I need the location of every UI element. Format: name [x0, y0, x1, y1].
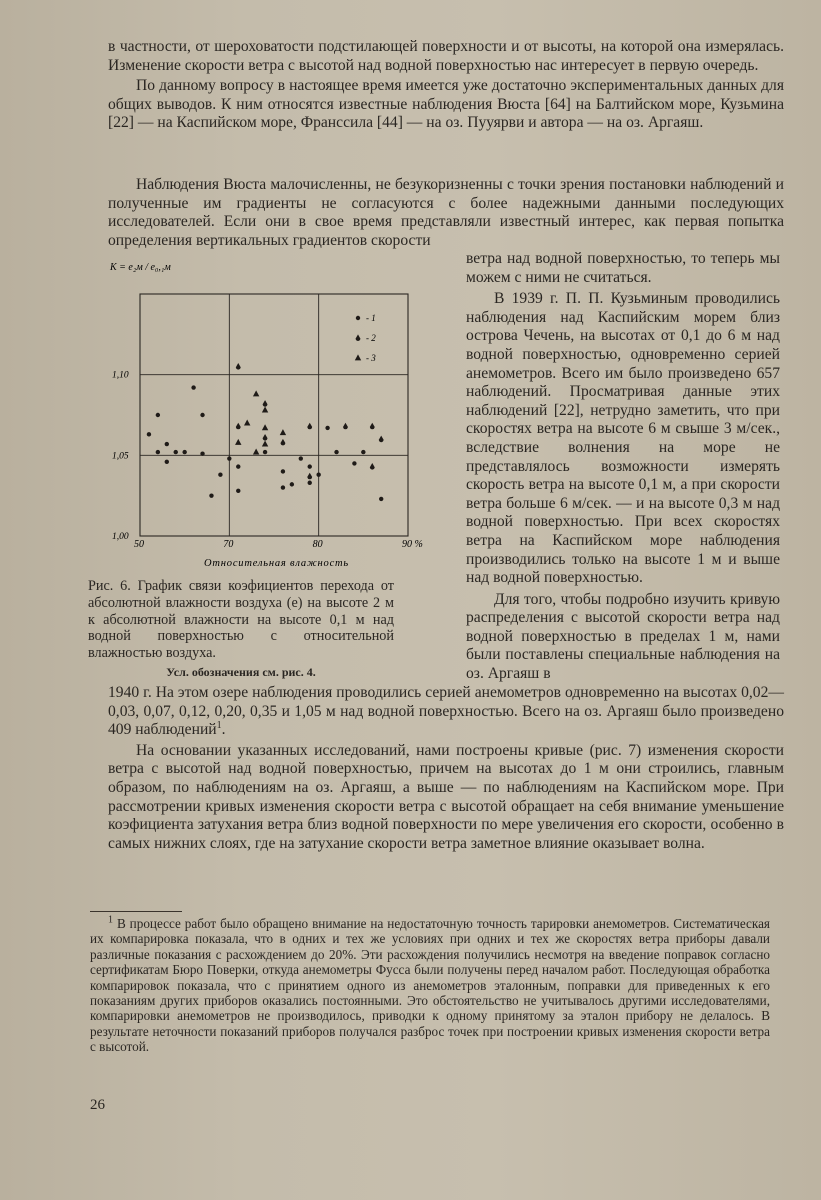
footnote-mark: 1 — [108, 914, 113, 926]
point-triangle — [235, 439, 241, 445]
y-tick-label: 1,00 — [112, 532, 129, 542]
legend — [355, 313, 376, 363]
footnote — [90, 916, 770, 1055]
point-triangle — [244, 419, 250, 425]
footnote-text: В процессе работ было обращено внимание на недостаточную точность тарировки анемометров. Систематическая их компарировка показала, что в одних и тех же условиях при одних и тех же скоростях ветра приборы давали различные показания с расхождением до 20%. Эти расхождения получились несмотря на введение поправок согласно сертификатам Бюро Поверки, откуда анемометры Фусса были получены перед началом работ. Последующая обработка компарировок показала, что с принятием одного из анемометров эталонным, поправки для приведенных к его показаниям других приборов оказались постоянными. Это обстоятельство не учитывалось другими исследователями, компарировки анемометров не производилось, приводки к одному принятому за эталон прибору не делалось. В результате неточности показаний приборов получался разброс точек при построении кривых изменения скорости ветра с высотой. — [90, 916, 771, 1055]
caption-text: Рис. 6. График связи коэфициентов перехода от абсолютной влажности воздуха (e) на высоте 2 м к абсолютной влажности на высоте 0,1 м над водной поверхностью с относительной влажностью воздуха. — [88, 578, 394, 662]
data-points — [147, 363, 384, 501]
point-dot — [156, 413, 160, 417]
x-tick-label: 90 % — [402, 539, 423, 550]
footnote-divider — [90, 911, 182, 912]
point-dot — [227, 456, 231, 460]
point-dot — [156, 450, 160, 454]
point-dot — [281, 485, 285, 489]
point-triangle — [253, 449, 259, 455]
x-tick-label: 70 — [223, 539, 234, 550]
point-drop — [281, 439, 286, 446]
text-block-right-column — [466, 250, 780, 684]
point-drop — [379, 436, 384, 443]
point-dot — [325, 426, 329, 430]
paragraph-1: в частности, от шероховатости подстилающей поверхности и от высоты, на которой она измерялась. Изменение скорости ветра с высотой над водной поверхностью нас интересует в первую очередь. — [108, 38, 784, 74]
point-dot — [379, 497, 383, 501]
point-drop — [343, 423, 348, 430]
point-dot — [200, 452, 204, 456]
point-drop — [236, 423, 241, 430]
scatter-chart — [108, 256, 423, 576]
point-dot — [182, 450, 186, 454]
plot-frame — [140, 294, 408, 536]
grid-lines — [140, 294, 408, 536]
paragraph-5-end-dot: . — [221, 721, 226, 739]
point-dot — [191, 385, 195, 389]
paragraph-3: Наблюдения Вюста малочисленны, не безукоризненны с точки зрения постановки наблюдений и полученные им градиенты не согласуются с более надежными данными последующих исследователей. Если они в свое время представляли известный интерес, как первая попытка определения вертикальных градиентов скорости — [108, 176, 784, 249]
point-drop — [370, 423, 375, 430]
page-number: 26 — [90, 1097, 105, 1113]
point-dot — [281, 469, 285, 473]
point-dot — [165, 460, 169, 464]
footnote-ref: 1 — [216, 720, 222, 731]
point-dot — [308, 464, 312, 468]
point-triangle — [280, 429, 286, 435]
point-dot — [352, 461, 356, 465]
point-drop — [307, 473, 312, 480]
legend-entry: - 1 — [366, 313, 376, 323]
y-tick-label: 1,05 — [112, 451, 129, 462]
paragraph-5: Для того, чтобы подробно изучить кривую распределения с высотой скорости ветра над водной поверхностью в пределах 1 м, нами были поставлены специальные наблюдения на оз. Аргаяш в — [466, 590, 780, 683]
paragraph-4: В 1939 г. П. П. Кузьминым проводились наблюдения над Каспийским морем близ острова Чечень, на высотах от 0,1 до 6 м над водной поверхностью, одновременно серией анемометров. Всего им было произведено 657 наблюдений. Просматривая данные этих наблюдений [22], нетрудно заметить, что при скоростях ветра на высоте 6 м свыше 3 м/сек., вследствие волнения на море не представлялось возможности измерять скорость ветра на высоте 0,1 м, а при скорости ветра больше 6 м/сек. — и на высоте 0,3 м над водной поверхностью. При всех скоростях ветра на Каспийском море наблюдения производились только на высоте 1 м и выше над водной поверхностью. — [466, 290, 780, 587]
point-drop — [236, 363, 241, 370]
point-triangle — [262, 424, 268, 430]
paragraph-5-end-text: 1940 г. На этом озере наблюдения проводились серией анемометров одновременно на высотах 0,02—0,03, 0,07, 0,12, 0,20, 0,35 и 1,05 м над водной поверхностью. Всего на оз. Аргаяш было произведено 409 наблюдений — [108, 684, 784, 739]
legend-entry: - 3 — [366, 353, 376, 363]
point-dot — [209, 493, 213, 497]
point-dot — [356, 316, 360, 320]
paragraph-6: На основании указанных исследований, нами построены кривые (рис. 7) изменения скорости ветра с высотой над водной поверхностью, причем на высотах до 1 м они строились, главным образом, по наблюдениям на оз. Аргаяш, а выше — по наблюдениям на Каспийском море. При рассмотрении кривых изменения скорости ветра с высотой обращает на себя внимание уменьшение коэфициента затухания ветра близ водной поверхности по мере увеличения его скорости, особенно в самых нижних слоях, где на затухание скорости ветра заметное влияние оказывает волна. — [108, 741, 784, 852]
point-dot — [263, 450, 267, 454]
paragraph-5-end — [108, 684, 784, 740]
figure-6 — [108, 256, 448, 581]
point-drop — [307, 423, 312, 430]
point-dot — [218, 472, 222, 476]
text-block-second — [108, 176, 784, 250]
point-dot — [147, 432, 151, 436]
caption-note: Усл. обозначения см. рис. 4. — [166, 664, 316, 679]
point-drop — [356, 334, 361, 341]
text-block-bottom — [108, 684, 784, 853]
x-axis-label: Относительная влажность — [204, 558, 349, 569]
paragraph-3-end: ветра над водной поверхностью, то теперь мы можем с ними не считаться. — [466, 250, 780, 286]
point-dot — [308, 481, 312, 485]
figure-caption — [88, 578, 394, 681]
text-block-top — [108, 38, 784, 133]
point-triangle — [355, 354, 361, 360]
tick-labels — [112, 371, 423, 550]
point-triangle — [253, 390, 259, 396]
point-dot — [174, 450, 178, 454]
y-tick-label: 1,10 — [112, 370, 129, 381]
point-drop — [263, 434, 268, 441]
x-tick-label: 50 — [134, 539, 144, 550]
y-axis-label: K = e₂м / e₀,₁м — [110, 262, 171, 273]
point-dot — [290, 482, 294, 486]
point-dot — [361, 450, 365, 454]
x-tick-label: 80 — [312, 539, 323, 550]
point-dot — [236, 489, 240, 493]
point-dot — [316, 472, 320, 476]
point-dot — [165, 442, 169, 446]
point-dot — [334, 450, 338, 454]
point-dot — [200, 413, 204, 417]
point-triangle — [262, 407, 268, 413]
footnote-paragraph — [90, 916, 770, 1055]
paragraph-2: По данному вопросу в настоящее время имеется уже достаточно экспериментальных данных для общих выводов. К ним относятся известные наблюдения Вюста [64] на Балтийском море, Кузьмина [22] — на Каспийском море, Франссила [44] — на оз. Пууярви и автора — на оз. Аргаяш. — [108, 77, 784, 132]
point-triangle — [262, 440, 268, 446]
point-dot — [236, 464, 240, 468]
point-drop — [370, 463, 375, 470]
point-dot — [299, 456, 303, 460]
point-drop — [263, 400, 268, 407]
legend-entry: - 2 — [366, 333, 376, 343]
